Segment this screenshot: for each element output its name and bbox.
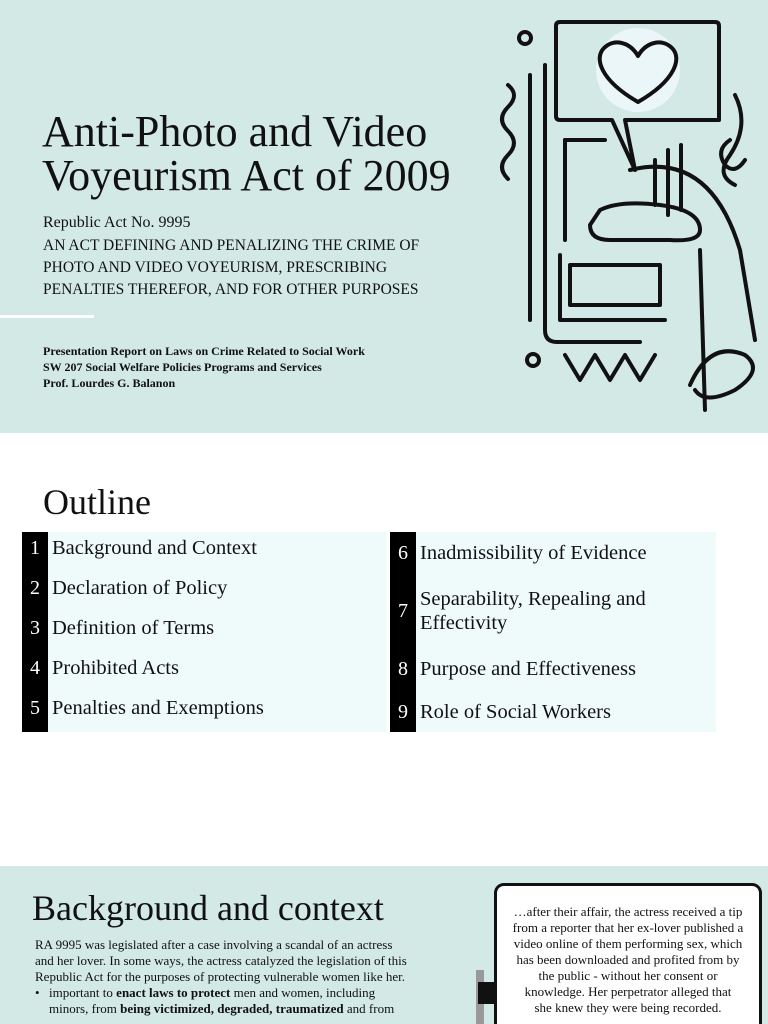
outline-number: 3 xyxy=(30,616,40,639)
quote-line: from a reporter that her ex-lover published a xyxy=(512,920,744,935)
quote-text xyxy=(497,904,759,1016)
background-body xyxy=(35,937,465,1017)
outline-label: Background and Context xyxy=(52,537,257,559)
act-description-line: PHOTO AND VIDEO VOYEURISM, PRESCRIBING xyxy=(43,259,388,276)
republic-act-number: Republic Act No. 9995 xyxy=(43,214,191,231)
act-description xyxy=(43,235,473,301)
outline-item xyxy=(390,649,716,689)
report-line: Presentation Report on Laws on Crime Related to Social Work xyxy=(43,344,365,358)
body-line: and her lover. In some ways, the actress catalyzed the legislation of this xyxy=(35,953,407,968)
outline-number: 7 xyxy=(398,599,408,622)
report-line: SW 207 Social Welfare Policies Programs and Services xyxy=(43,360,322,374)
report-line: Prof. Lourdes G. Balanon xyxy=(43,376,176,390)
decorative-bars xyxy=(476,970,496,1024)
quote-line: …after their affair, the actress received a tip xyxy=(513,904,743,919)
outline-number: 8 xyxy=(398,657,408,680)
quote-line: she knew they were being recorded. xyxy=(534,1000,722,1015)
outline-label: Purpose and Effectiveness xyxy=(420,658,636,680)
outline-left-column xyxy=(22,532,386,732)
outline-label: Penalties and Exemptions xyxy=(52,697,264,719)
quote-line: knowledge. Her perpetrator alleged that xyxy=(524,984,732,999)
bullet-text: minors, from xyxy=(49,1001,121,1016)
background-heading: Background and context xyxy=(32,888,384,928)
title-line: Voyeurism Act of 2009 xyxy=(42,151,451,200)
outline-number: 5 xyxy=(30,696,40,719)
outline-number: 6 xyxy=(398,541,408,564)
report-info xyxy=(43,343,365,391)
outline-label: Definition of Terms xyxy=(52,617,215,639)
title-line: Anti-Photo and Video xyxy=(42,107,428,156)
background-slide xyxy=(0,866,768,1024)
act-description-line: PENALTIES THEREFOR, AND FOR OTHER PURPOSES xyxy=(43,281,419,298)
slide-title xyxy=(42,107,502,200)
quote-line: the public - without her consent or xyxy=(538,968,718,983)
outline-item xyxy=(390,533,716,573)
bullet-text: men and women, including xyxy=(230,985,376,1000)
outline-heading: Outline xyxy=(43,482,151,522)
bullet-item xyxy=(35,985,465,1001)
outline-item xyxy=(22,688,386,728)
title-divider xyxy=(0,315,94,318)
outline-item xyxy=(390,584,716,638)
bullet-emphasis: being victimized, degraded, traumatized xyxy=(120,1001,344,1016)
outline-number: 9 xyxy=(398,700,408,723)
quote-box xyxy=(494,883,762,1024)
outline-number: 2 xyxy=(30,576,40,599)
outline-label: Declaration of Policy xyxy=(52,577,228,599)
outline-number: 1 xyxy=(30,536,40,559)
outline-item xyxy=(22,648,386,688)
outline-label: Prohibited Acts xyxy=(52,657,179,679)
bullet-emphasis: enact laws to protect xyxy=(116,985,231,1000)
title-slide xyxy=(0,0,768,433)
outline-label: Inadmissibility of Evidence xyxy=(420,542,647,564)
phone-heart-illustration xyxy=(490,10,768,420)
outline-label: Separability, Repealing and Effectivity xyxy=(420,588,646,634)
body-line: RA 9995 was legislated after a case involving a scandal of an actress xyxy=(35,937,393,952)
outline-label: Role of Social Workers xyxy=(420,701,611,723)
outline-item xyxy=(390,692,716,732)
outline-item xyxy=(22,528,386,568)
outline-right-column xyxy=(390,532,716,732)
outline-item xyxy=(22,568,386,608)
quote-line: video online of them performing sex, which xyxy=(513,936,743,951)
bullet-text: important to xyxy=(49,985,117,1000)
outline-item xyxy=(22,608,386,648)
quote-line: has been downloaded and profited from by xyxy=(516,952,740,967)
bullet-continuation xyxy=(35,1001,465,1017)
outline-number: 4 xyxy=(30,656,40,679)
act-description-line: AN ACT DEFINING AND PENALIZING THE CRIME OF xyxy=(43,237,420,254)
bullet-text: and from xyxy=(343,1001,395,1016)
body-line: Republic Act for the purposes of protecting vulnerable women like her. xyxy=(35,969,406,984)
